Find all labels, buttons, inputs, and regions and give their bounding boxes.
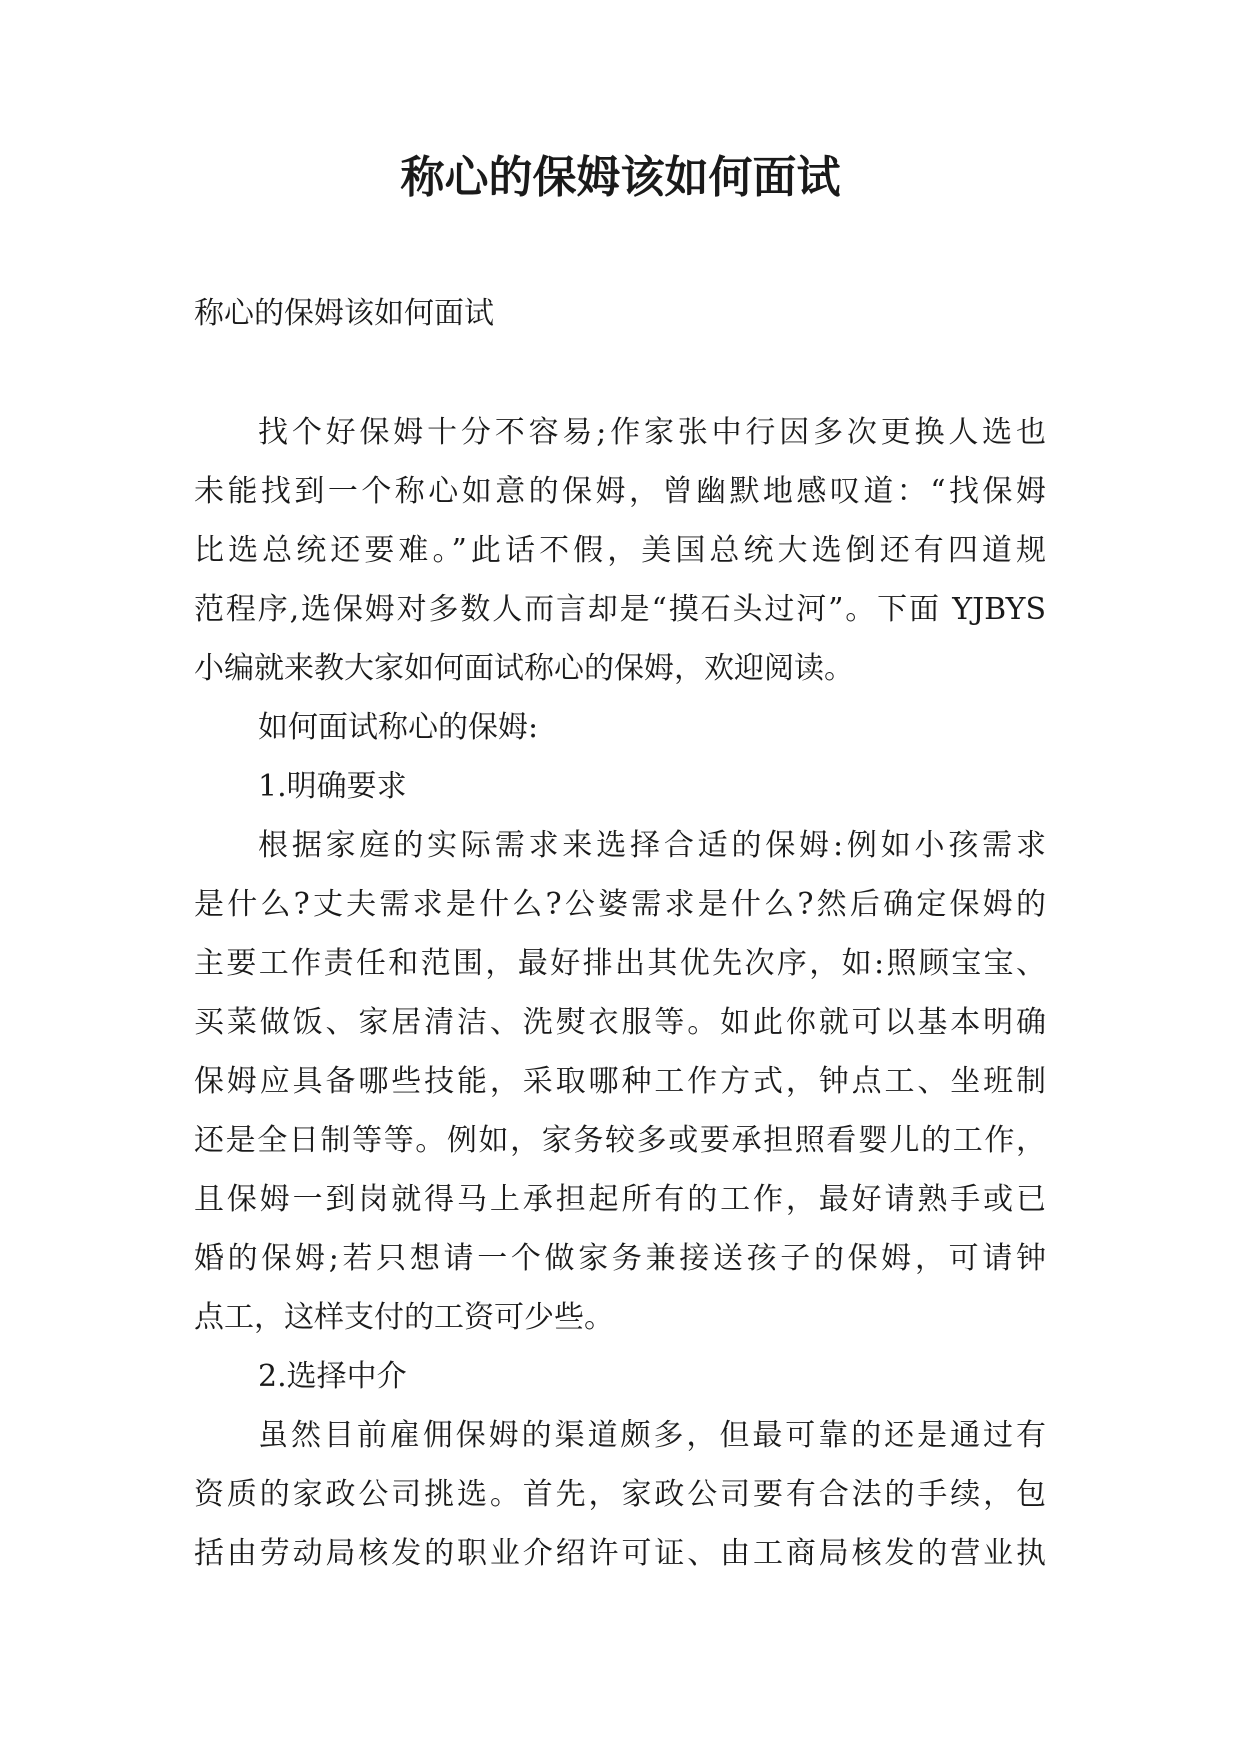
document-subtitle: 称心的保姆该如何面试 — [194, 296, 494, 331]
paragraph-line: 婚的保姆;若只想请一个做家务兼接送孩子的保姆，可请钟 — [194, 1241, 1046, 1276]
paragraph-line: 主要工作责任和范围，最好排出其优先次序，如:照顾宝宝、 — [194, 946, 1046, 981]
paragraph-line: 且保姆一到岗就得马上承担起所有的工作，最好请熟手或已 — [194, 1182, 1046, 1217]
section-heading-text: 2.选择中介 — [258, 1359, 407, 1394]
document-title: 称心的保姆该如何面试 — [400, 152, 841, 203]
paragraph-line: 是什么?丈夫需求是什么?公婆需求是什么?然后确定保姆的 — [194, 887, 1046, 922]
paragraph-line: 买菜做饭、家居清洁、洗熨衣服等。如此你就可以基本明确 — [194, 1005, 1046, 1040]
paragraph-line: 如何面试称心的保姆: — [258, 710, 539, 745]
paragraph-line: 根据家庭的实际需求来选择合适的保姆:例如小孩需求 — [258, 828, 1046, 863]
paragraph-requirements — [194, 816, 1046, 1347]
section-heading-text: 1.明确要求 — [258, 769, 407, 804]
document-body — [194, 403, 1046, 1583]
paragraph-line: 保姆应具备哪些技能，采取哪种工作方式，钟点工、坐班制 — [194, 1064, 1046, 1099]
paragraph-line: 找个好保姆十分不容易;作家张中行因多次更换人选也 — [258, 415, 1046, 450]
paragraph-line: 小编就来教大家如何面试称心的保姆，欢迎阅读。 — [194, 651, 854, 686]
paragraph-intro — [194, 403, 1046, 698]
paragraph-line: 还是全日制等等。例如，家务较多或要承担照看婴儿的工作， — [194, 1123, 1046, 1158]
paragraph-line: 未能找到一个称心如意的保姆，曾幽默地感叹道：“找保姆 — [194, 474, 1046, 509]
paragraph-line: 资质的家政公司挑选。首先，家政公司要有合法的手续，包 — [194, 1477, 1046, 1512]
paragraph-line: 范程序,选保姆对多数人而言却是“摸石头过河”。下面 YJBYS — [194, 592, 1046, 627]
paragraph-line: 括由劳动局核发的职业介绍许可证、由工商局核发的营业执 — [194, 1536, 1046, 1571]
section-heading-2 — [194, 1347, 1046, 1406]
paragraph-line: 比选总统还要难。”此话不假，美国总统大选倒还有四道规 — [194, 533, 1046, 568]
paragraph-how-to-interview — [194, 698, 1046, 757]
paragraph-line: 点工，这样支付的工资可少些。 — [194, 1300, 614, 1335]
paragraph-agency — [194, 1406, 1046, 1583]
paragraph-line: 虽然目前雇佣保姆的渠道颇多，但最可靠的还是通过有 — [258, 1418, 1046, 1453]
section-heading-1 — [194, 757, 1046, 816]
